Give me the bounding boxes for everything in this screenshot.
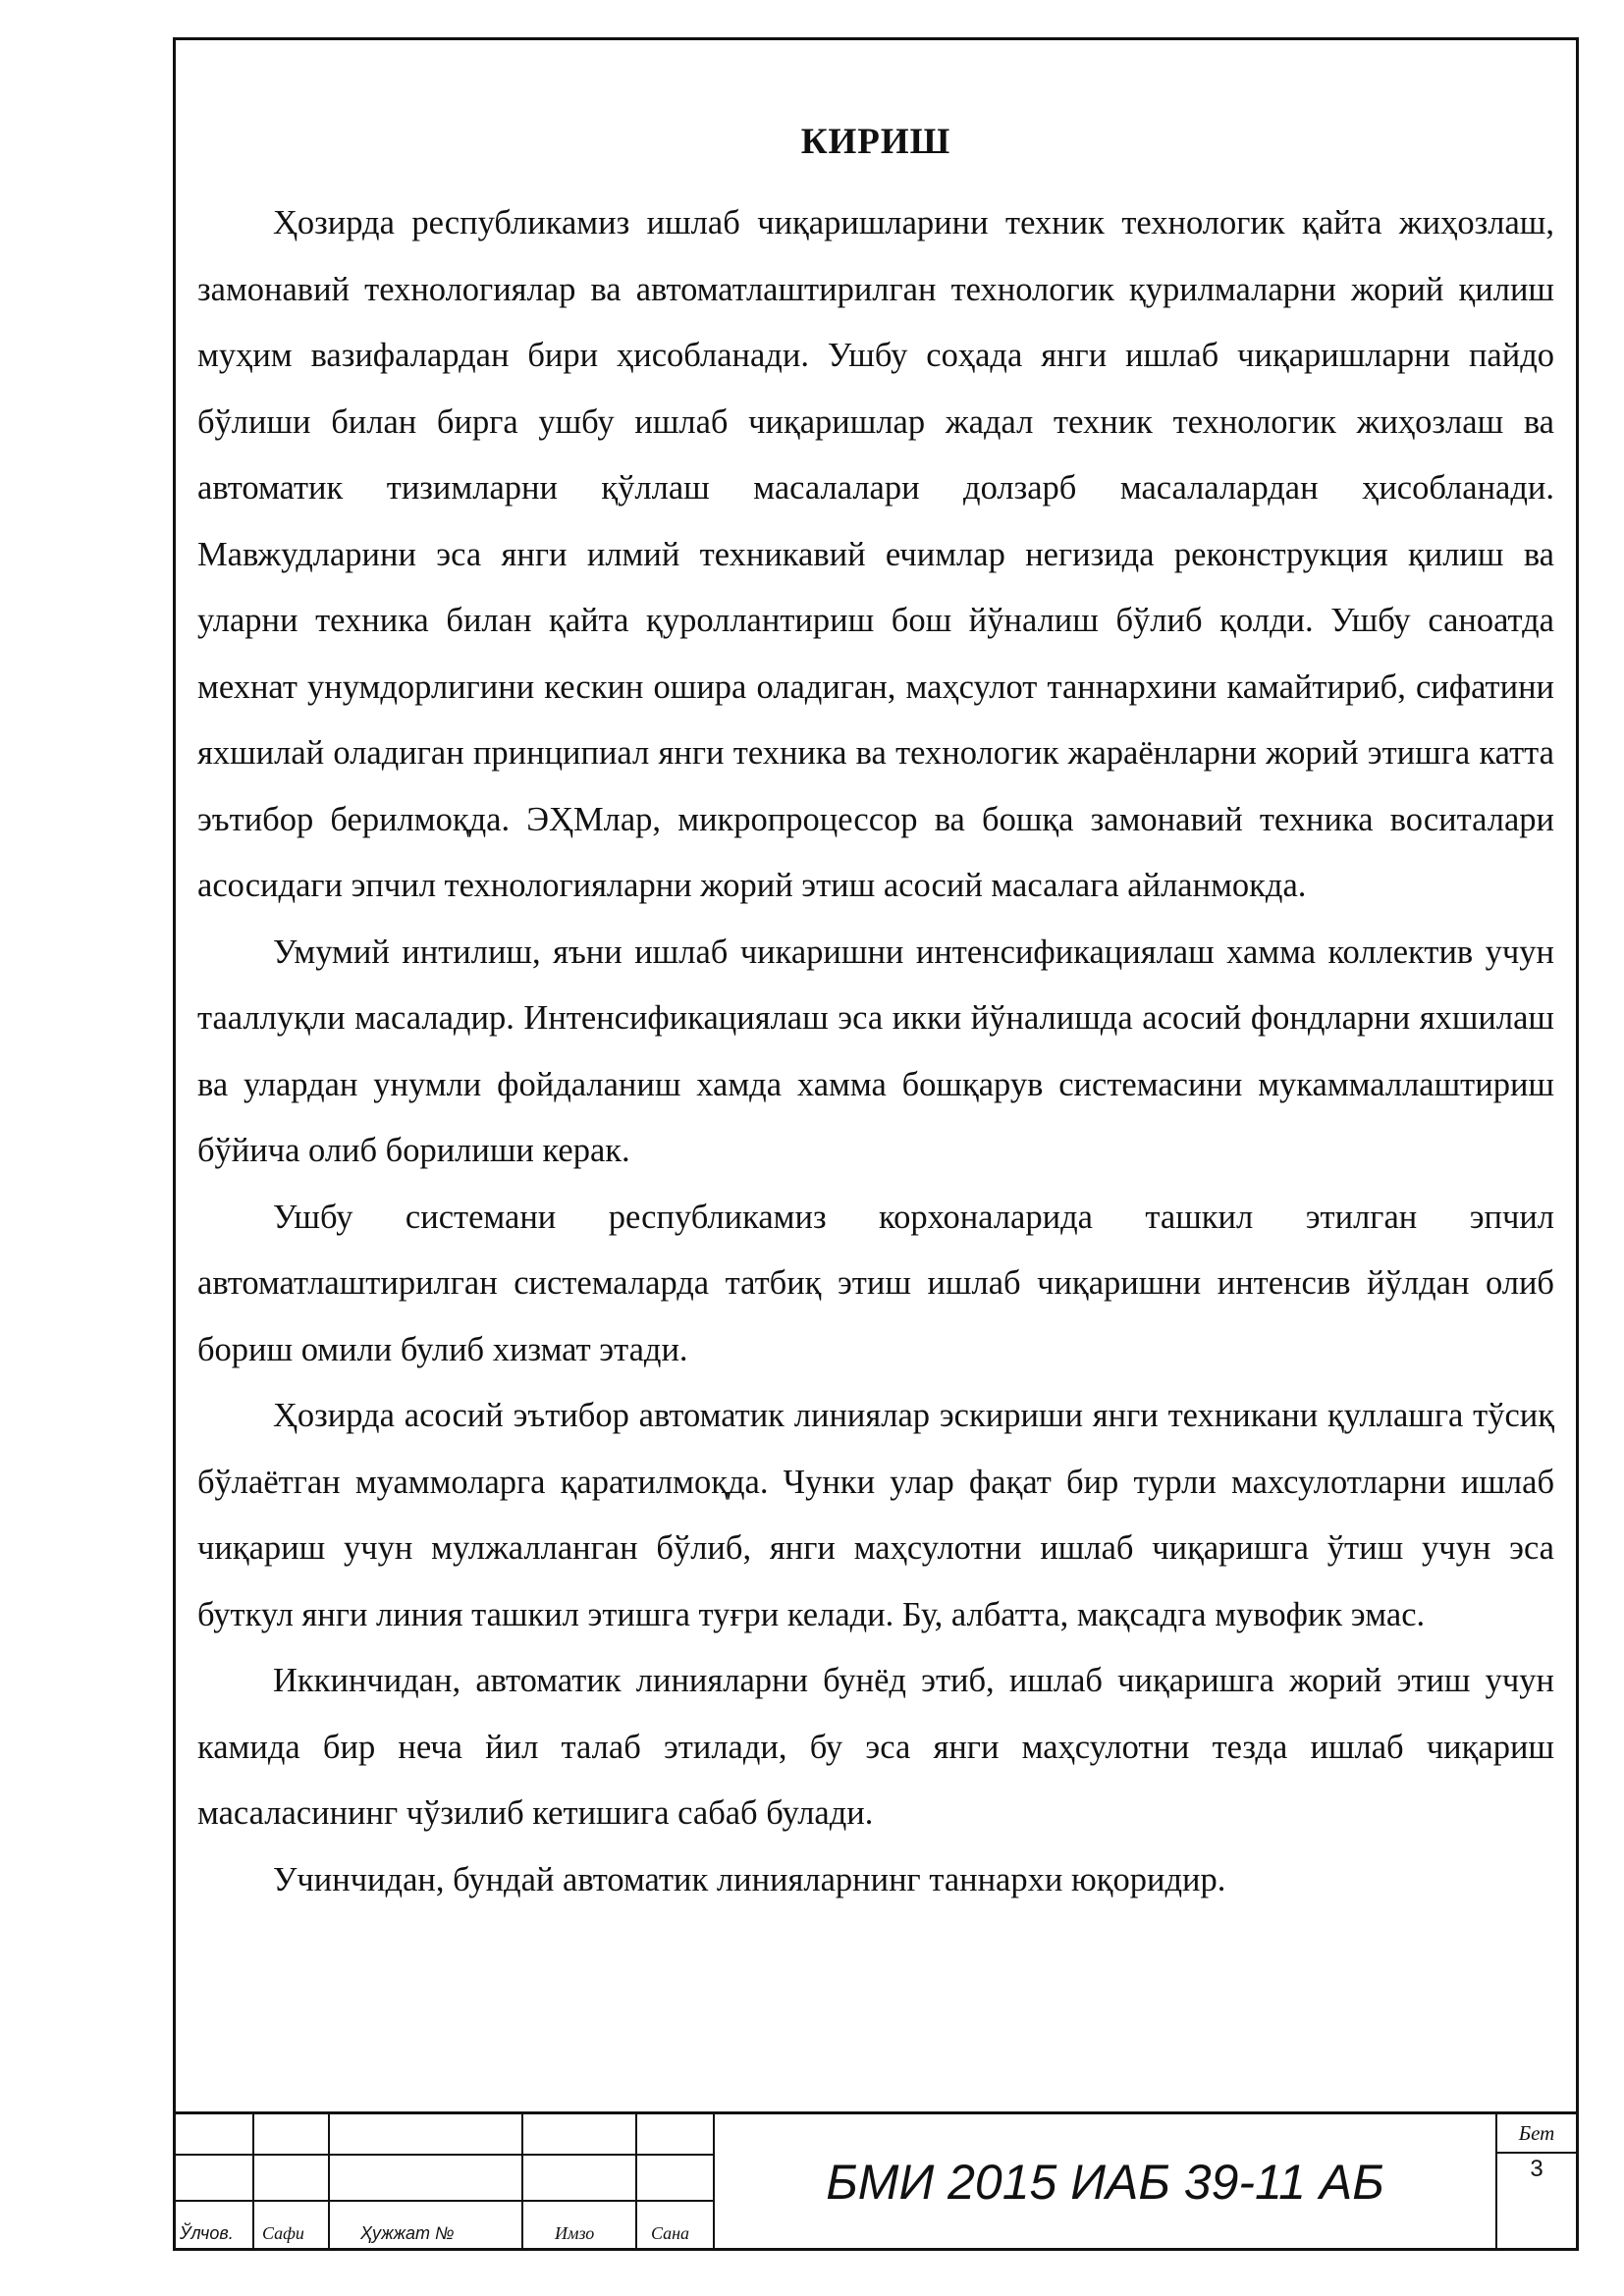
stamp-caption-safi: Сафи xyxy=(262,2223,304,2243)
paragraph: Ҳозирда асосий эътибор автоматик линиялар эскириши янги техникани қуллашга тўсиқ бўлаётган муаммоларга қаратилмоқда. Чунки улар фақат бир турли махсулотларни ишлаб чиқариш учун мулжалланган бўлиб, янги маҳсулотни ишлаб чиқаришга ўтиш учун эса буткул янги линия ташкил этишга туғри келади. Бу, албатта, мақсадга мувофик эмас. xyxy=(197,1397,1554,1633)
stamp-caption-hujjat: Ҳужжат № xyxy=(360,2223,455,2243)
body-text xyxy=(197,190,1554,1913)
page-title: КИРИШ xyxy=(800,122,951,162)
stamp-caption-imzo: Имзо xyxy=(555,2223,595,2243)
title-block-stamp xyxy=(176,2111,1576,2248)
paragraph: Умумий интилиш, яъни ишлаб чикаришни интенсификациялаш хамма коллектив учун тааллуқли масаладир. Интенсификациялаш эса икки йўналишда асосий фондларни яхшилаш ва улардан унумли фойдаланиш хамда хамма бошқарув системасини мукаммаллаштириш бўйича олиб борилиши керак. xyxy=(197,933,1554,1169)
stamp-caption-olchov: Ўлчов. xyxy=(180,2223,234,2243)
paragraph: Ҳозирда республикамиз ишлаб чиқаришларини техник технологик қайта жиҳозлаш, замонавий технологиялар ва автоматлаштирилган технологик қурилмаларни жорий қилиш муҳим вазифалардан бири ҳисобланади. Ушбу соҳада янги ишлаб чиқаришларни пайдо бўлиши билан бирга ушбу ишлаб чиқаришлар жадал техник технологик жиҳозлаш ва автоматик тизимларни қўллаш масалалари долзарб масалалардан ҳисобланади. Мавжудларини эса янги илмий техникавий ечимлар негизида реконструкция қилиш ва уларни техника билан қайта қуроллантириш бош йўналиш бўлиб қолди. Ушбу саноатда мехнат унумдорлигини кескин ошира оладиган, маҳсулот таннархини камайтириб, сифатини яхшилай оладиган принципиал янги техника ва технологик жараёнларни жорий этишга катта эътибор берилмоқда. ЭҲМлар, микропроцессор ва бошқа замонавий техника воситалари асосидаги эпчил технологияларни жорий этиш асосий масалага айланмокда. xyxy=(197,204,1554,904)
stamp-divider xyxy=(635,2114,637,2248)
stamp-divider xyxy=(252,2114,254,2248)
stamp-divider xyxy=(1497,2152,1576,2154)
stamp-divider xyxy=(176,2154,713,2156)
paragraph: Ушбу системани республикамиз корхоналарида ташкил этилган эпчил автоматлаштирилган системаларда татбиқ этиш ишлаб чиқаришни интенсив йўлдан олиб бориш омили булиб хизмат этади. xyxy=(197,1198,1554,1368)
stamp-caption-sana: Сана xyxy=(651,2223,690,2243)
page-label: Бет xyxy=(1518,2121,1555,2145)
page-number: 3 xyxy=(1530,2156,1543,2182)
stamp-divider xyxy=(521,2114,523,2248)
paragraph: Учинчидан, бундай автоматик линияларнинг таннархи юқоридир. xyxy=(273,1860,1226,1898)
paragraph: Иккинчидан, автоматик линияларни бунёд этиб, ишлаб чиқаришга жорий этиш учун камида бир неча йил талаб этилади, бу эса янги маҳсулотни тезда ишлаб чиқариш масаласининг чўзилиб кетишига сабаб булади. xyxy=(197,1662,1554,1832)
page-frame xyxy=(173,37,1579,2251)
stamp-divider xyxy=(328,2114,330,2248)
document-code: БМИ 2015 ИАБ 39-11 АБ xyxy=(826,2155,1384,2210)
stamp-divider xyxy=(176,2200,713,2202)
